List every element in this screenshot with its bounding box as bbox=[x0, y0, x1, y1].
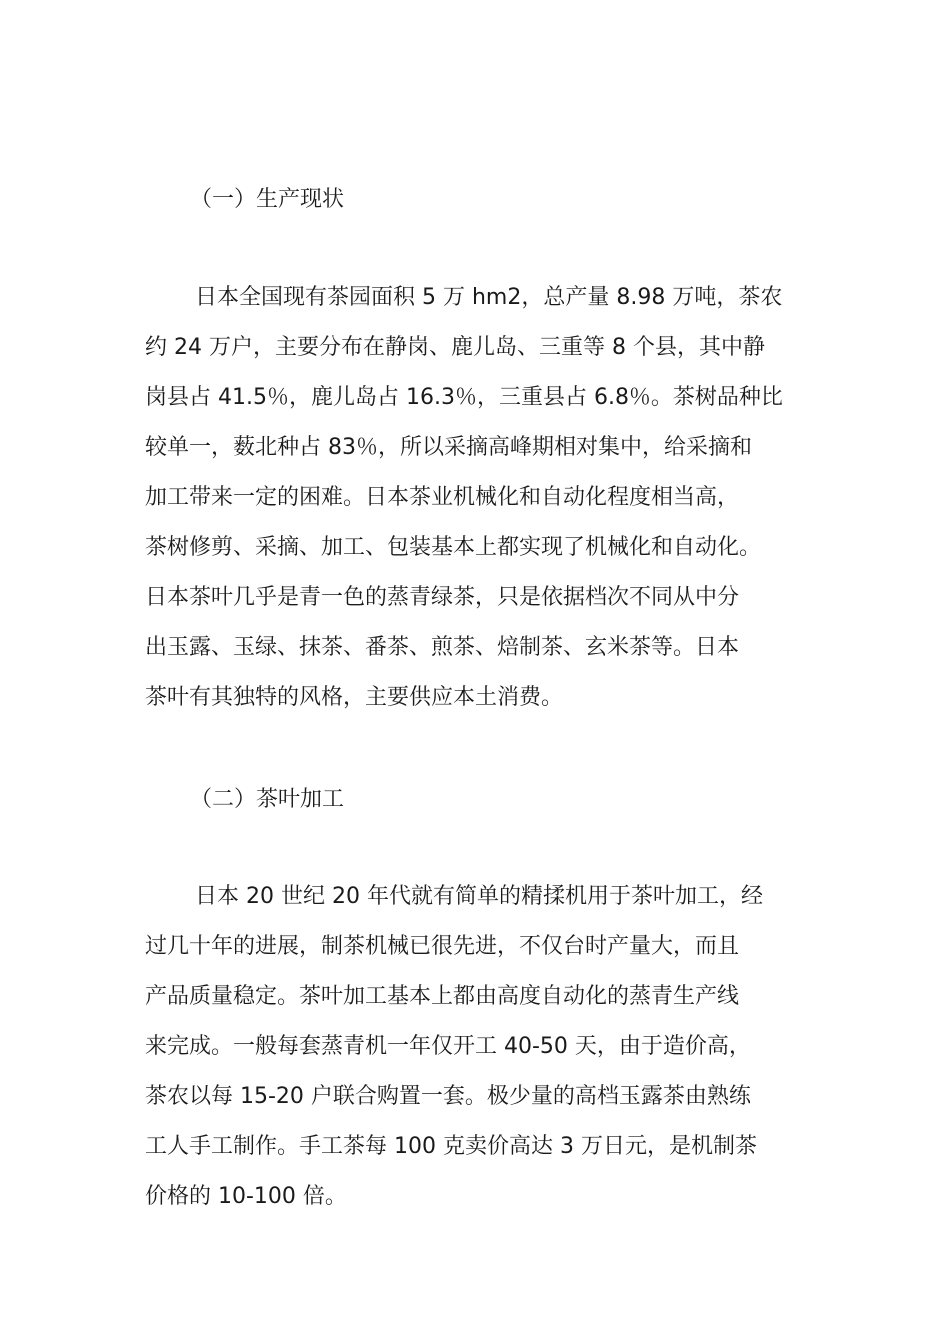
paragraph-line: 约 24 万户，主要分布在静岗、鹿儿岛、三重等 8 个县，其中静 bbox=[145, 335, 765, 360]
paragraph-line: 茶农以每 15-20 户联合购置一套。极少量的高档玉露茶由熟练 bbox=[145, 1084, 751, 1109]
paragraph-line: 茶叶有其独特的风格，主要供应本土消费。 bbox=[145, 685, 564, 710]
paragraph-line: 岗县占 41.5％，鹿儿岛占 16.3％，三重县占 6.8％。茶树品种比 bbox=[145, 385, 783, 410]
paragraph-line: 茶树修剪、采摘、加工、包装基本上都实现了机械化和自动化。 bbox=[145, 535, 762, 560]
paragraph-line: 工人手工制作。手工茶每 100 克卖价高达 3 万日元，是机制茶 bbox=[145, 1134, 757, 1159]
paragraph-production-status bbox=[145, 273, 845, 723]
paragraph-line: 价格的 10-100 倍。 bbox=[145, 1184, 347, 1209]
paragraph-line: 出玉露、玉绿、抹茶、番茶、煎茶、焙制茶、玄米茶等。日本 bbox=[145, 635, 740, 660]
paragraph-line: 较单一，薮北种占 83％，所以采摘高峰期相对集中，给采摘和 bbox=[145, 435, 752, 460]
paragraph-line: 产品质量稳定。茶叶加工基本上都由高度自动化的蒸青生产线 bbox=[145, 984, 740, 1009]
paragraph-line: 过几十年的进展，制茶机械已很先进，不仅台时产量大，而且 bbox=[145, 934, 740, 959]
paragraph-line: 加工带来一定的困难。日本茶业机械化和自动化程度相当高， bbox=[145, 485, 740, 510]
paragraph-line: 日本全国现有茶园面积 5 万 hm2，总产量 8.98 万吨，茶农 bbox=[195, 285, 783, 310]
paragraph-tea-processing bbox=[145, 872, 845, 1222]
paragraph-line: 来完成。一般每套蒸青机一年仅开工 40-50 天，由于造价高， bbox=[145, 1034, 751, 1059]
paragraph-line: 日本 20 世纪 20 年代就有简单的精揉机用于茶叶加工，经 bbox=[195, 884, 763, 909]
section-heading-tea-processing: （二）茶叶加工 bbox=[190, 787, 345, 812]
paragraph-line: 日本茶叶几乎是青一色的蒸青绿茶，只是依据档次不同从中分 bbox=[145, 585, 740, 610]
section-heading-production-status: （一）生产现状 bbox=[190, 187, 345, 212]
